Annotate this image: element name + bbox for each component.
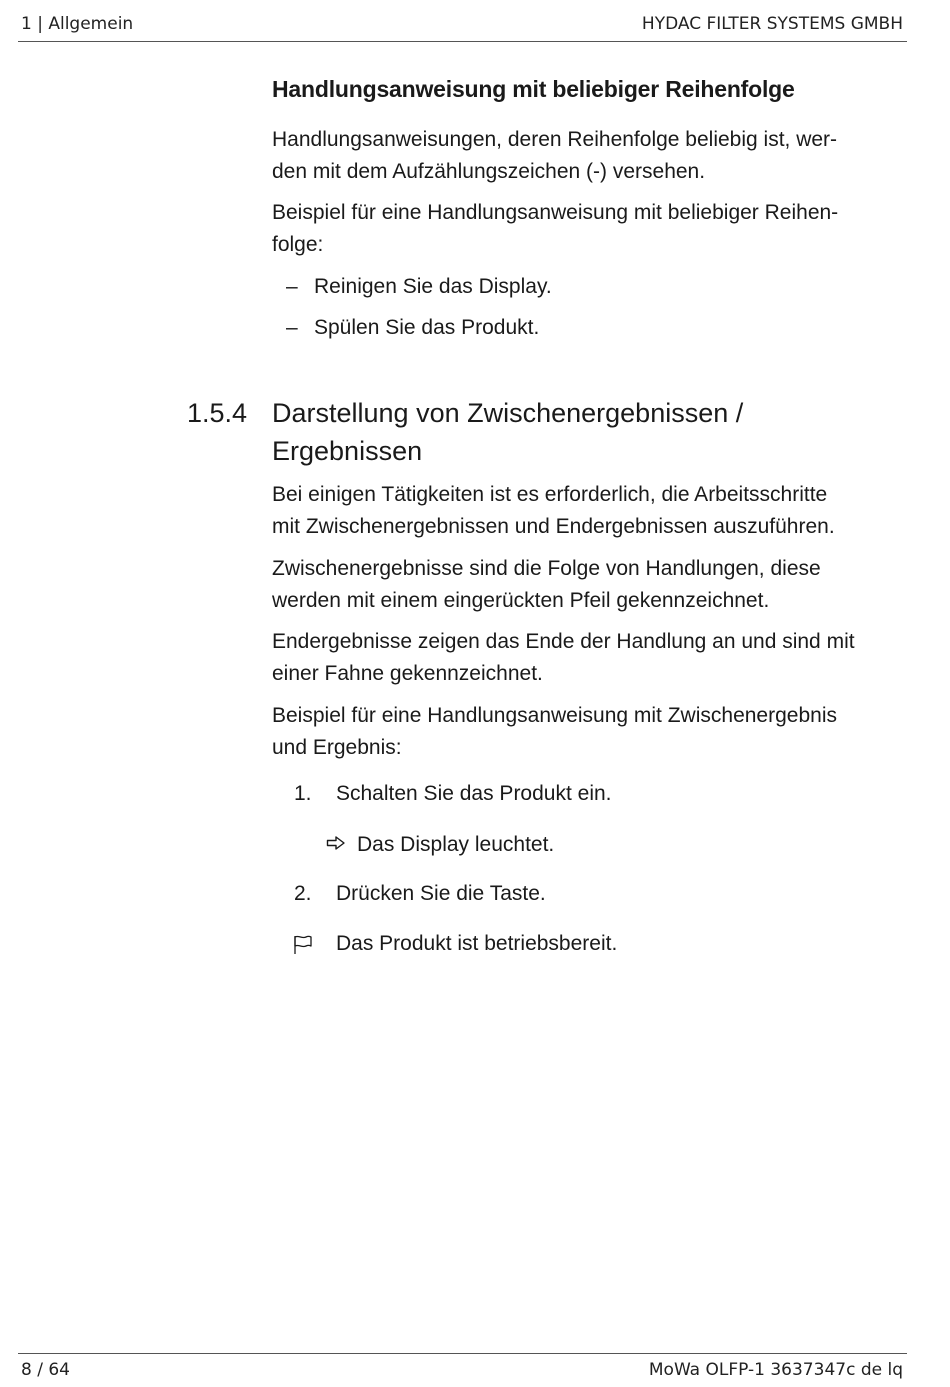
paragraph-line: den mit dem Aufzählungszeichen (-) versehen. <box>272 160 706 183</box>
company-name: HYDAC FILTER SYSTEMS GMBH <box>641 14 903 34</box>
flag-icon <box>292 935 314 955</box>
step-text: Drücken Sie die Taste. <box>336 882 546 905</box>
footer-divider <box>18 1353 907 1354</box>
paragraph-intermediate-results <box>272 553 902 617</box>
chapter-label: 1 | Allgemein <box>21 14 134 34</box>
list-item-text: Spülen Sie das Produkt. <box>314 316 540 339</box>
hollow-arrow-right-icon <box>326 835 346 851</box>
paragraph-line: Handlungsanweisungen, deren Reihenfolge beliebig ist, wer- <box>272 128 838 151</box>
header-divider <box>18 41 907 42</box>
section-title <box>272 394 892 470</box>
final-result-text: Das Produkt ist betriebsbereit. <box>336 932 618 955</box>
paragraph-example <box>272 700 902 764</box>
dash-bullet: – <box>286 316 298 339</box>
page-header <box>0 0 950 44</box>
paragraph-line: mit Zwischenergebnissen und Endergebnissen auszuführen. <box>272 515 835 538</box>
dash-bullet: – <box>286 275 298 298</box>
paragraph-line: Bei einigen Tätigkeiten ist es erforderlich, die Arbeitsschritte <box>272 483 828 506</box>
page-number: 8 / 64 <box>21 1360 70 1380</box>
paragraph-line: Beispiel für eine Handlungsanweisung mit Zwischenergebnis <box>272 704 837 727</box>
paragraph-line: Endergebnisse zeigen das Ende der Handlung an und sind mit <box>272 630 855 653</box>
paragraph-line: Zwischenergebnisse sind die Folge von Handlungen, diese <box>272 557 821 580</box>
paragraph-line: folge: <box>272 233 324 256</box>
paragraph-line: und Ergebnis: <box>272 736 402 759</box>
paragraph-intro <box>272 479 902 543</box>
step-text: Schalten Sie das Produkt ein. <box>336 782 612 805</box>
document-id: MoWa OLFP-1 3637347c de lq <box>648 1360 903 1380</box>
paragraph-line: einer Fahne gekennzeichnet. <box>272 662 543 685</box>
paragraph-any-order-example <box>272 197 902 261</box>
section-title-line: Ergebnissen <box>272 436 423 466</box>
paragraph-line: Beispiel für eine Handlungsanweisung mit beliebiger Reihen- <box>272 201 839 224</box>
list-item-text: Reinigen Sie das Display. <box>314 275 552 298</box>
paragraph-any-order-intro <box>272 124 902 188</box>
step-number: 1. <box>294 782 312 805</box>
step-number: 2. <box>294 882 312 905</box>
intermediate-result-text: Das Display leuchtet. <box>357 833 555 856</box>
section-number: 1.5.4 <box>187 398 248 428</box>
paragraph-final-results <box>272 626 902 690</box>
subsection-heading: Handlungsanweisung mit beliebiger Reihenfolge <box>272 76 795 102</box>
section-title-line: Darstellung von Zwischenergebnissen / <box>272 398 744 428</box>
paragraph-line: werden mit einem eingerückten Pfeil gekennzeichnet. <box>272 589 770 612</box>
